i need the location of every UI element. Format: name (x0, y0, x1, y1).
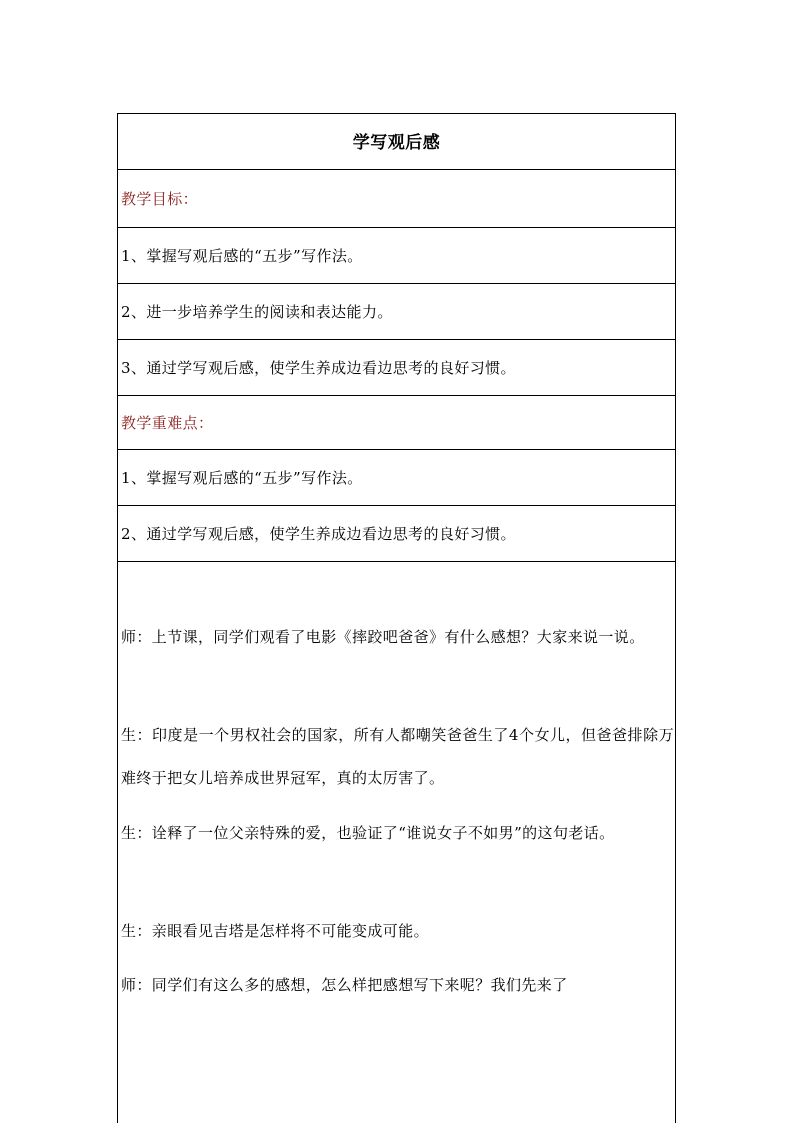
key-point-row (118, 450, 675, 506)
dialogue-paragraph: 师：同学们有这么多的感想，怎么样把感想写下来呢？我们先来了 (121, 976, 568, 994)
objective-row (118, 340, 675, 396)
key-point-item: 2、通过学写观后感，使学生养成边看边思考的良好习惯。 (121, 525, 516, 543)
dialogue-paragraph: 师：上节课，同学们观看了电影《摔跤吧爸爸》有什么感想？大家来说一说。 (121, 628, 645, 646)
key-point-item: 1、掌握写观后感的“五步”写作法。 (121, 469, 363, 487)
objective-row (118, 228, 675, 284)
title-row (118, 114, 675, 170)
key-point-row (118, 506, 675, 562)
dialogue-paragraph: 生：亲眼看见吉塔是怎样将不可能变成可能。 (121, 922, 430, 940)
objective-row (118, 284, 675, 340)
lesson-process-cell (118, 562, 675, 1123)
objectives-heading: 教学目标： (121, 190, 199, 208)
page-title: 学写观后感 (352, 133, 441, 153)
key-points-heading-row (118, 396, 675, 450)
dialogue-paragraph: 生：印度是一个男权社会的国家，所有人都嘲笑爸爸生了4个女儿，但爸爸排除万难终于把女儿培养成世界冠军，真的太厉害了。 (121, 726, 674, 787)
objective-item: 1、掌握写观后感的“五步”写作法。 (121, 247, 363, 265)
dialogue-paragraph: 生：诠释了一位父亲特殊的爱，也验证了“谁说女子不如男”的这句老话。 (121, 824, 615, 842)
objective-item: 2、进一步培养学生的阅读和表达能力。 (121, 303, 393, 321)
lesson-plan-table (117, 113, 676, 1123)
objective-item: 3、通过学写观后感，使学生养成边看边思考的良好习惯。 (121, 359, 516, 377)
objectives-heading-row (118, 170, 675, 228)
key-points-heading: 教学重难点： (121, 414, 214, 432)
